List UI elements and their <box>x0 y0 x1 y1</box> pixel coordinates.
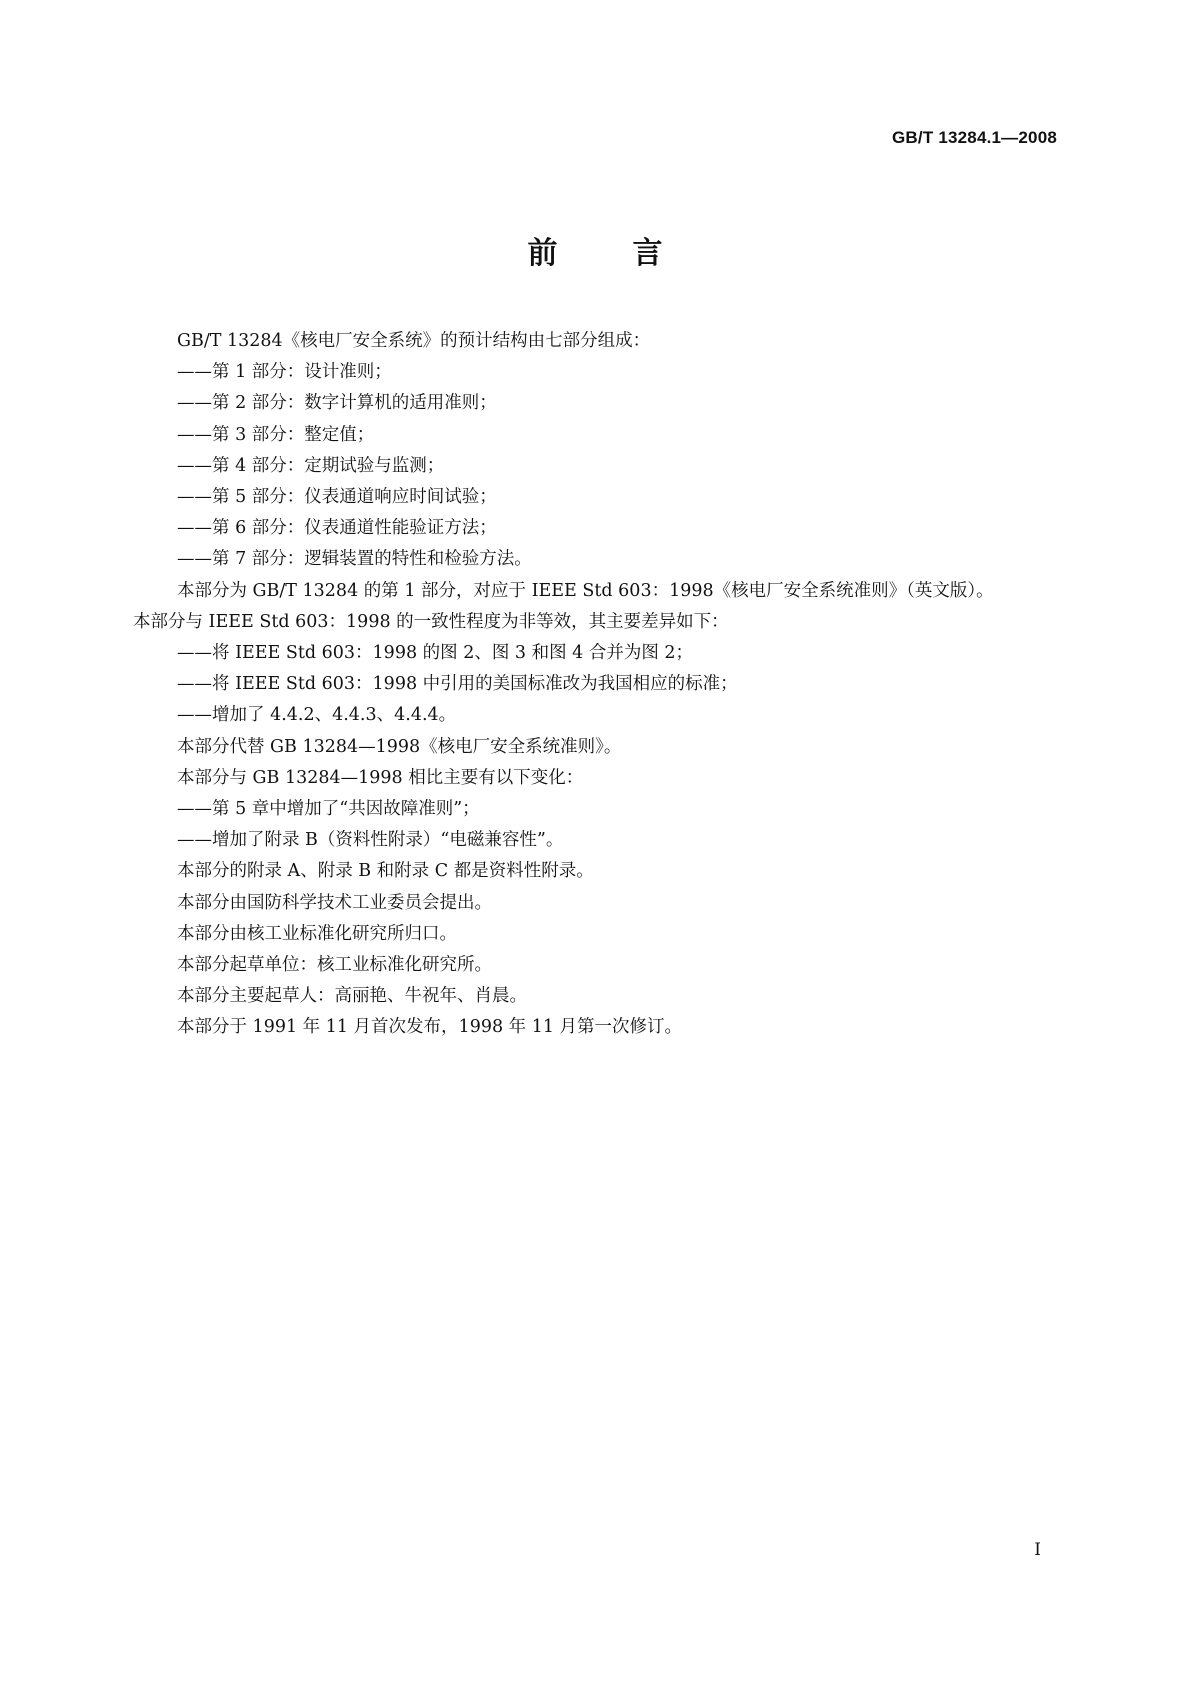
paragraph-line: 本部分为 GB/T 13284 的第 1 部分，对应于 IEEE Std 603：1998《核电厂安全系统准则》（英文版）。 <box>177 580 994 601</box>
list-item: ——将 IEEE Std 603：1998 中引用的美国标准改为我国相应的标准； <box>177 674 738 695</box>
list-item: ——第 7 部分：逻辑装置的特性和检验方法。 <box>177 549 532 570</box>
list-item: ——第 6 部分：仪表通道性能验证方法； <box>177 518 497 539</box>
paragraph-line: 本部分与 GB 13284—1998 相比主要有以下变化： <box>177 767 584 788</box>
list-item: ——第 4 部分：定期试验与监测； <box>177 455 445 476</box>
foreword-body <box>133 326 1073 1044</box>
list-item: ——第 2 部分：数字计算机的适用准则； <box>177 393 497 414</box>
standard-code: GB/T 13284.1—2008 <box>892 128 1057 147</box>
title-char-1: 前 <box>527 236 559 271</box>
paragraph-line: 本部分代替 GB 13284—1998《核电厂安全系统准则》。 <box>177 736 622 757</box>
list-item: ——将 IEEE Std 603：1998 的图 2、图 3 和图 4 合并为图 2； <box>177 643 694 664</box>
list-item: ——第 1 部分：设计准则； <box>177 362 392 383</box>
list-item: ——增加了附录 B（资料性附录）“电磁兼容性”。 <box>177 830 564 851</box>
page-number: I <box>1034 1540 1041 1560</box>
paragraph-line: 本部分由国防科学技术工业委员会提出。 <box>177 892 492 913</box>
paragraph-line: GB/T 13284《核电厂安全系统》的预计结构由七部分组成： <box>177 331 651 351</box>
list-item: ——第 5 部分：仪表通道响应时间试验； <box>177 487 497 508</box>
paragraph-line: 本部分于 1991 年 11 月首次发布，1998 年 11 月第一次修订。 <box>177 1017 683 1038</box>
list-item: ——第 3 部分：整定值； <box>177 424 375 445</box>
paragraph-line: 本部分的附录 A、附录 B 和附录 C 都是资料性附录。 <box>177 861 594 882</box>
paragraph-line: 本部分与 IEEE Std 603：1998 的一致性程度为非等效，其主要差异如下： <box>133 611 729 632</box>
paragraph-line: 本部分主要起草人：高丽艳、牛祝年、肖晨。 <box>177 986 527 1007</box>
list-item: ——第 5 章中增加了“共因故障准则”； <box>177 799 480 820</box>
page-title <box>0 228 1191 272</box>
paragraph-line: 本部分起草单位：核工业标准化研究所。 <box>177 955 492 976</box>
title-char-2: 言 <box>632 236 664 271</box>
paragraph-line: 本部分由核工业标准化研究所归口。 <box>177 923 457 944</box>
list-item: ——增加了 4.4.2、4.4.3、4.4.4。 <box>177 705 457 726</box>
